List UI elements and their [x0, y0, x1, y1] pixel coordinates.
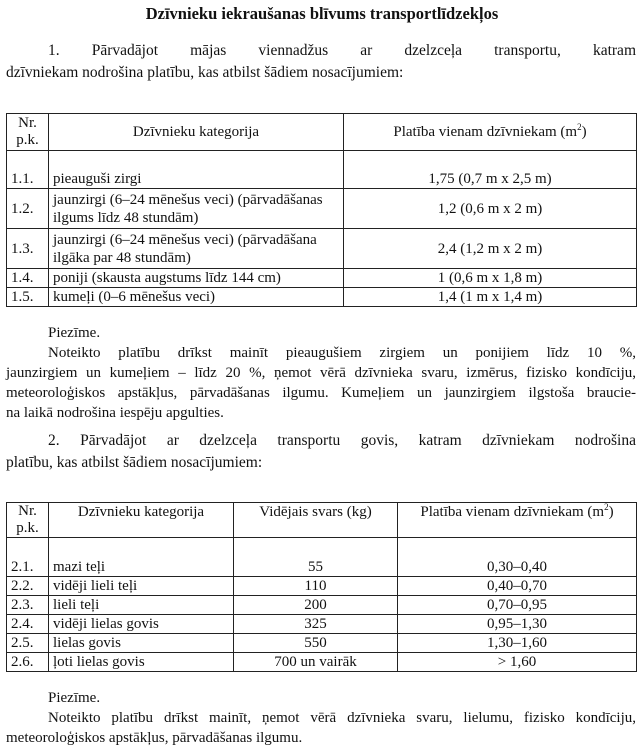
row-nr: 2.4.	[7, 615, 49, 634]
table-row	[7, 538, 637, 577]
section2-intro-line2: platību, kas atbilst šādiem nosacījumiem:	[6, 454, 263, 471]
row-area: > 1,60	[398, 653, 637, 672]
row-nr: 2.5.	[7, 634, 49, 653]
row-category: mazi teļi	[49, 538, 234, 577]
row-nr: 2.3.	[7, 596, 49, 615]
row-weight: 325	[234, 615, 398, 634]
table-row	[7, 189, 637, 229]
header-weight: Vidējais svars (kg)	[234, 503, 398, 538]
table-row	[7, 151, 637, 189]
header-category: Dzīvnieku kategorija	[49, 114, 344, 151]
row-area: 0,40–0,70	[398, 577, 637, 596]
row-area: 2,4 (1,2 m x 2 m)	[344, 229, 637, 269]
table-row	[7, 577, 637, 596]
row-category: jaunzirgi (6–24 mēnešus veci) (pārvadāšanas ilgums līdz 48 stundām)	[49, 189, 344, 229]
row-nr: 1.4.	[7, 269, 49, 288]
table-row	[7, 269, 637, 288]
row-category: lieli teļi	[49, 596, 234, 615]
document-title: Dzīvnieku iekraušanas blīvums transportlīdzekļos	[145, 4, 499, 23]
note-line: meteoroloģiskos apstākļus, pārvadāšanas ilgumu. Kumeļiem un jaunzirgiem ilgstoša braucie-	[6, 385, 636, 401]
header-area-text: Platība vienam dzīvniekam (m	[420, 504, 605, 520]
note-title: Piezīme.	[48, 325, 101, 341]
header-nr: Nr. p.k.	[7, 503, 49, 538]
header-area-sup: 2	[604, 502, 609, 512]
header-category: Dzīvnieku kategorija	[49, 503, 234, 538]
row-area: 0,70–0,95	[398, 596, 637, 615]
row-nr: 1.3.	[7, 229, 49, 269]
row-category: pieauguši zirgi	[49, 151, 344, 189]
table-row	[7, 288, 637, 307]
table-row	[7, 634, 637, 653]
row-area: 1,2 (0,6 m x 2 m)	[344, 189, 637, 229]
row-nr: 2.1.	[7, 538, 49, 577]
row-category: kumeļi (0–6 mēnešus veci)	[49, 288, 344, 307]
horses-table	[6, 113, 637, 307]
note-title: Piezīme.	[48, 690, 101, 706]
row-category: lielas govis	[49, 634, 234, 653]
header-nr: Nr. p.k.	[7, 114, 49, 151]
row-category: vidēji lielas govis	[49, 615, 234, 634]
note-line: Noteikto platību drīkst mainīt, ņemot vērā dzīvnieka svaru, lielumu, fizisko kondīciju,	[48, 710, 636, 726]
table-row	[7, 615, 637, 634]
header-area	[398, 503, 637, 538]
row-nr: 1.2.	[7, 189, 49, 229]
section2-intro-line1: 2. Pārvadājot ar dzelzceļa transportu govis, katram dzīvniekam nodrošina	[48, 432, 636, 449]
row-nr: 2.6.	[7, 653, 49, 672]
cattle-table	[6, 502, 637, 672]
row-nr: 1.1.	[7, 151, 49, 189]
row-area: 1,4 (1 m x 1,4 m)	[344, 288, 637, 307]
row-category: ļoti lielas govis	[49, 653, 234, 672]
row-area: 1 (0,6 m x 1,8 m)	[344, 269, 637, 288]
section1-note	[6, 323, 636, 423]
row-weight: 550	[234, 634, 398, 653]
table-header-row	[7, 114, 637, 151]
row-nr: 1.5.	[7, 288, 49, 307]
note-line: na laikā nodrošina iespēju apgulties.	[6, 405, 224, 421]
row-weight: 55	[234, 538, 398, 577]
row-area: 0,30–0,40	[398, 538, 637, 577]
row-weight: 200	[234, 596, 398, 615]
row-nr: 2.2.	[7, 577, 49, 596]
section1-intro	[6, 40, 636, 84]
row-category: poniji (skausta augstums līdz 144 cm)	[49, 269, 344, 288]
header-area-close: )	[608, 504, 614, 520]
header-area-text: Platība vienam dzīvniekam (m	[393, 124, 578, 140]
section2-note	[6, 688, 636, 748]
section1-intro-line2: dzīvniekam nodrošina platību, kas atbilst šādiem nosacījumiem:	[6, 64, 404, 81]
header-area-sup: 2	[577, 122, 582, 132]
table-row	[7, 596, 637, 615]
note-line: meteoroloģiskos apstākļus, pārvadāšanas ilgumu.	[6, 730, 303, 746]
row-category: vidēji lieli teļi	[49, 577, 234, 596]
note-line: Noteikto platību drīkst mainīt pieaugušiem zirgiem un ponijiem līdz 10 %,	[48, 345, 636, 361]
note-line: jaunzirgiem un kumeļiem – līdz 20 %, ņemot vērā dzīvnieka svaru, izmērus, fizisko kondīciju,	[6, 365, 636, 381]
section2-intro	[6, 430, 636, 474]
header-area-close: )	[581, 124, 587, 140]
row-weight: 110	[234, 577, 398, 596]
table-row	[7, 653, 637, 672]
row-area: 0,95–1,30	[398, 615, 637, 634]
table-header-row	[7, 503, 637, 538]
row-weight: 700 un vairāk	[234, 653, 398, 672]
row-category: jaunzirgi (6–24 mēnešus veci) (pārvadāšana ilgāka par 48 stundām)	[49, 229, 344, 269]
header-area	[344, 114, 637, 151]
table-row	[7, 229, 637, 269]
section1-intro-line1: 1. Pārvadājot mājas viennadžus ar dzelzceļa transportu, katram	[48, 42, 636, 59]
row-area: 1,30–1,60	[398, 634, 637, 653]
row-area: 1,75 (0,7 m x 2,5 m)	[344, 151, 637, 189]
